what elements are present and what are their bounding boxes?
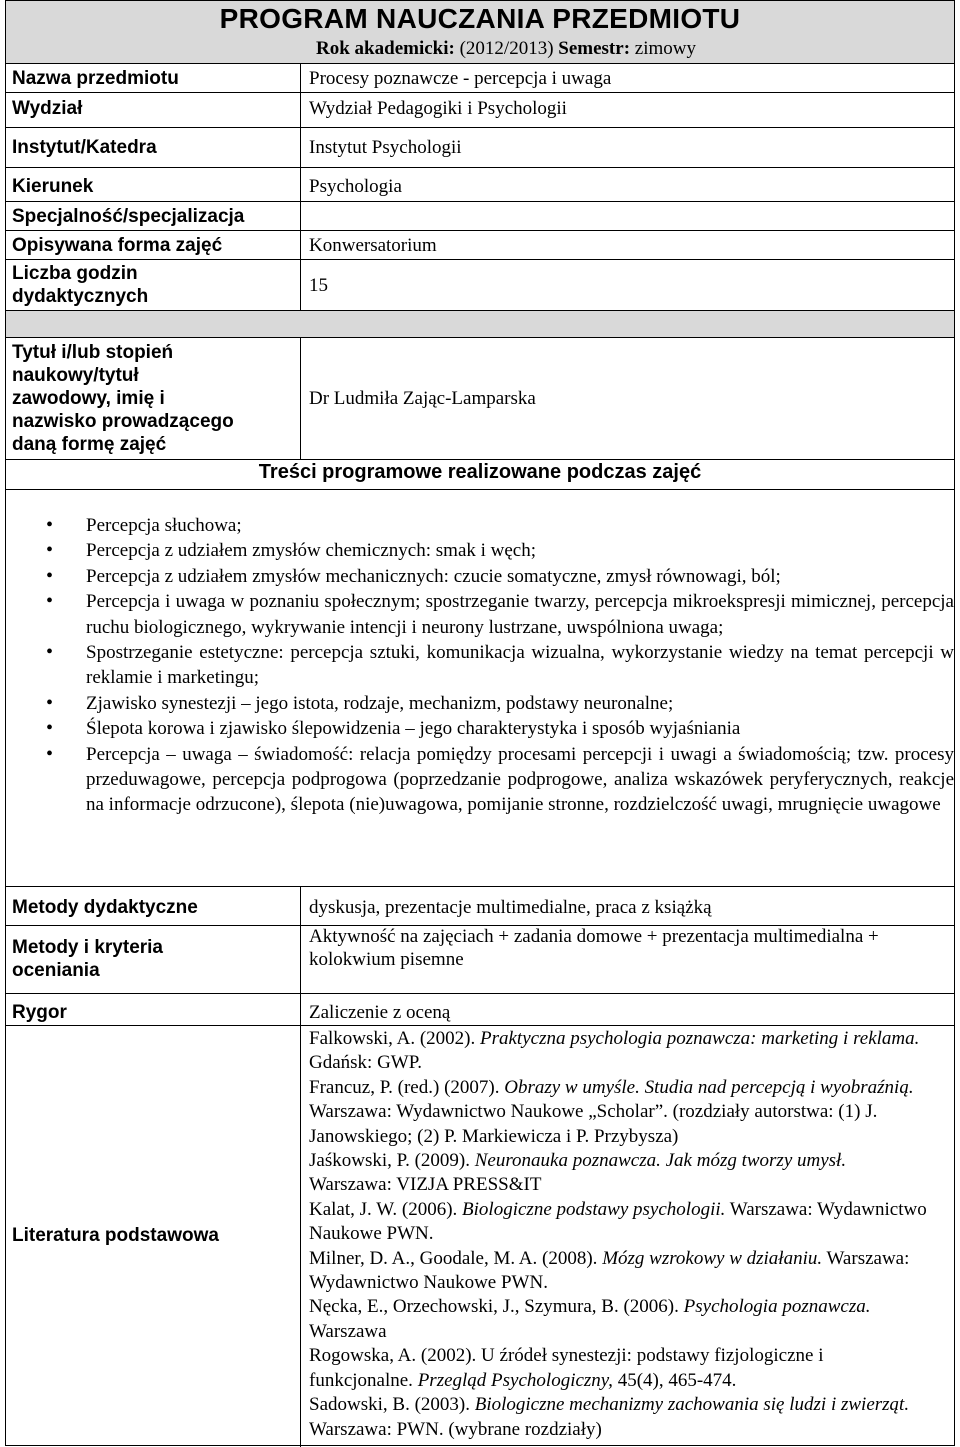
methods-label: Metody dydaktyczne bbox=[12, 897, 198, 918]
separator-band bbox=[6, 311, 954, 337]
row-divider bbox=[6, 337, 954, 338]
form-label: Opisywana forma zajęć bbox=[12, 235, 223, 256]
entry-title: Przegląd Psychologiczny, bbox=[417, 1369, 613, 1391]
content-section-title: Treści programowe realizowane podczas zajęć bbox=[258, 461, 702, 483]
column-divider bbox=[300, 886, 301, 1447]
specialization-label: Specjalność/specjalizacja bbox=[12, 206, 245, 227]
direction-value: Psychologia bbox=[309, 176, 402, 197]
hours-value: 15 bbox=[309, 275, 328, 296]
program-content-list bbox=[86, 513, 954, 818]
criteria-value-line: Aktywność na zajęciach + zadania domowe + prezentacja multimedialna + bbox=[309, 926, 879, 947]
literature-entry bbox=[309, 1149, 929, 1198]
criteria-label-line: Metody i kryteria bbox=[12, 937, 163, 958]
lecturer-label-line: naukowy/tytuł bbox=[12, 365, 139, 386]
entry-author: Falkowski, A. (2002). bbox=[309, 1028, 480, 1049]
entry-author: Sadowski, B. (2003). bbox=[309, 1394, 475, 1416]
entry-author: Francuz, P. (red.) (2007). bbox=[309, 1076, 505, 1098]
literature-entry bbox=[309, 1295, 929, 1344]
lecturer-label-line: zawodowy, imię i bbox=[12, 388, 165, 409]
subject-value: Procesy poznawcze - percepcja i uwaga bbox=[309, 68, 612, 89]
year-label: Rok akademicki: bbox=[316, 38, 455, 59]
entry-publisher: Warszawa bbox=[309, 1320, 387, 1342]
methods-value: dyskusja, prezentacje multimedialne, praca z książką bbox=[309, 897, 712, 918]
entry-author: Rogowska, A. (2002). U źródeł synestezji: podstawy fizjologiczne i funkcjonalne. bbox=[309, 1345, 824, 1391]
entry-publisher: Warszawa: PWN. (wybrane rozdziały) bbox=[309, 1418, 602, 1440]
list-item: • Percepcja i uwaga w poznaniu społecznym; spostrzeganie twarzy, percepcja mikroekspresji mimicznej, percepcja ruchu biologicznego, wykrywanie intencji i neurony lustrzane, uwspólniona uwaga; bbox=[86, 589, 954, 640]
row-divider bbox=[6, 201, 954, 202]
academic-year-line bbox=[316, 38, 696, 60]
direction-label: Kierunek bbox=[12, 176, 94, 197]
lecturer-label-line: daną formę zajęć bbox=[12, 434, 167, 455]
criteria-value bbox=[309, 925, 879, 971]
institute-label: Instytut/Katedra bbox=[12, 137, 157, 158]
row-divider bbox=[6, 1025, 954, 1026]
list-item: • Ślepota korowa i zjawisko ślepowidzenia – jego charakterystyka i sposób wyjaśniania bbox=[86, 716, 954, 741]
criteria-label bbox=[12, 936, 163, 982]
row-divider bbox=[6, 489, 954, 490]
row-divider bbox=[6, 92, 954, 93]
hours-label-line: dydaktycznych bbox=[12, 286, 149, 307]
column-divider bbox=[300, 337, 301, 459]
list-item: • Zjawisko synestezji – jego istota, rodzaje, mechanizm, podstawy neuronalne; bbox=[86, 691, 954, 716]
entry-title: Biologiczne podstawy psychologii. bbox=[462, 1198, 726, 1220]
semester-label: Semestr: bbox=[558, 38, 631, 59]
hours-label-line: Liczba godzin bbox=[12, 263, 138, 284]
row-divider bbox=[6, 993, 954, 994]
literature-entry bbox=[309, 1027, 929, 1076]
list-item: • Percepcja z udziałem zmysłów chemicznych: smak i węch; bbox=[86, 538, 954, 563]
list-item: • Percepcja słuchowa; bbox=[86, 513, 954, 538]
form-value: Konwersatorium bbox=[309, 235, 437, 256]
entry-author: Kalat, J. W. (2006). bbox=[309, 1198, 463, 1220]
subject-label: Nazwa przedmiotu bbox=[12, 68, 179, 89]
list-item: • Spostrzeganie estetyczne: percepcja sztuki, komunikacja wizualna, wykorzystanie wiedzy na temat percepcji w reklamie i marketingu; bbox=[86, 640, 954, 691]
institute-value: Instytut Psychologii bbox=[309, 137, 462, 158]
row-divider bbox=[6, 259, 954, 260]
rigor-value: Zaliczenie z oceną bbox=[309, 1002, 451, 1023]
entry-publisher: Warszawa: Wydawnictwo Naukowe PWN. bbox=[309, 1198, 927, 1245]
faculty-label: Wydział bbox=[12, 98, 83, 119]
literature-label: Literatura podstawowa bbox=[12, 1225, 219, 1246]
row-divider bbox=[6, 167, 954, 168]
rigor-label: Rygor bbox=[12, 1002, 67, 1023]
page-title: PROGRAM NAUCZANIA PRZEDMIOTU bbox=[219, 3, 741, 34]
year-value: (2012/2013) bbox=[459, 38, 554, 59]
literature-entry bbox=[309, 1393, 929, 1442]
lecturer-label-line: Tytuł i/lub stopień bbox=[12, 342, 174, 363]
entry-author: Nęcka, E., Orzechowski, J., Szymura, B. (2006). bbox=[309, 1296, 684, 1318]
entry-title: Praktyczna psychologia poznawcza: marketing i reklama. bbox=[480, 1028, 920, 1049]
entry-publisher: Warszawa: Wydawnictwo Naukowe „Scholar”. (rozdziały autorstwa: (1) J. Janowskiego; (2) P. Markiewicza i P. Przybysza) bbox=[309, 1101, 878, 1147]
row-divider bbox=[6, 886, 954, 887]
lecturer-value: Dr Ludmiła Zając-Lamparska bbox=[309, 388, 536, 409]
entry-publisher: Gdańsk: GWP. bbox=[309, 1052, 422, 1074]
entry-title: Biologiczne mechanizmy zachowania się ludzi i zwierząt. bbox=[474, 1394, 910, 1416]
row-divider bbox=[6, 459, 954, 460]
syllabus-document bbox=[5, 0, 955, 1446]
row-divider bbox=[6, 230, 954, 231]
literature-entry bbox=[309, 1076, 929, 1149]
column-divider bbox=[300, 63, 301, 311]
entry-author: Milner, D. A., Goodale, M. A. (2008). bbox=[309, 1247, 603, 1269]
literature-entry bbox=[309, 1344, 929, 1393]
hours-label bbox=[12, 262, 148, 308]
criteria-label-line: oceniania bbox=[12, 960, 100, 981]
semester-value: zimowy bbox=[634, 38, 696, 59]
entry-publisher: 45(4), 465-474. bbox=[612, 1369, 737, 1391]
entry-title: Obrazy w umyśle. Studia nad percepcją i wyobraźnią. bbox=[504, 1076, 914, 1098]
entry-title: Mózg wzrokowy w działaniu. bbox=[602, 1247, 823, 1269]
entry-title: Psychologia poznawcza. bbox=[683, 1296, 871, 1318]
entry-publisher: Warszawa: VIZJA PRESS&IT bbox=[309, 1174, 542, 1196]
row-divider bbox=[6, 127, 954, 128]
list-item: • Percepcja – uwaga – świadomość: relacja pomiędzy procesami percepcji i uwagi a świadomością; tzw. procesy przeduwagowe, percepcja podprogowa (poprzedzanie podprogowe, analiza wskazówek peryferycznych, reakcje na informacje odrzucone), ślepota (nie)uwagowa, pomijanie stronne, rozdzielczość uwagi, mrugnięcie uwagowe bbox=[86, 742, 954, 818]
lecturer-label bbox=[12, 341, 234, 456]
header-band bbox=[6, 1, 954, 64]
entry-title: Neuronauka poznawcza. Jak mózg tworzy umysł. bbox=[474, 1150, 847, 1172]
entry-author: Jaśkowski, P. (2009). bbox=[309, 1150, 475, 1172]
literature-entry bbox=[309, 1198, 929, 1247]
list-item: • Percepcja z udziałem zmysłów mechanicznych: czucie somatyczne, zmysł równowagi, ból; bbox=[86, 564, 954, 589]
faculty-value: Wydział Pedagogiki i Psychologii bbox=[309, 98, 567, 119]
literature-entry bbox=[309, 1247, 929, 1296]
criteria-value-line: kolokwium pisemne bbox=[309, 949, 464, 970]
lecturer-label-line: nazwisko prowadzącego bbox=[12, 411, 234, 432]
entry-publisher: Warszawa: Wydawnictwo Naukowe PWN. bbox=[309, 1247, 910, 1294]
literature-list bbox=[309, 1027, 929, 1442]
